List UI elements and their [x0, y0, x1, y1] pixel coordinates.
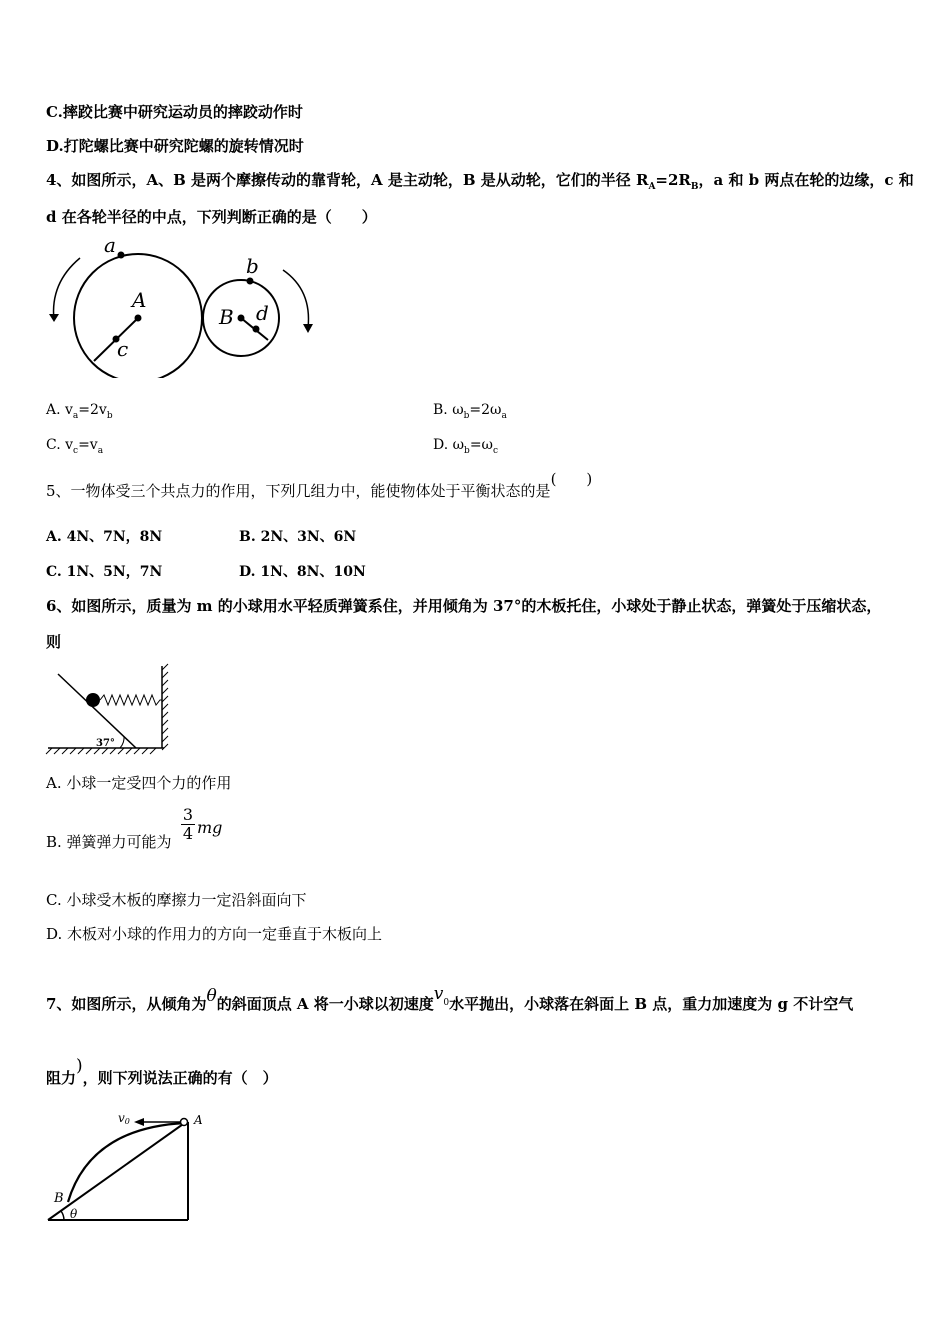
ball: [86, 693, 100, 707]
question-6-option-d: D. 木板对小球的作用力的方向一定垂直于木板向上: [46, 925, 383, 943]
question-5-option-c: C. 1N、5N，7N: [46, 564, 163, 580]
spring-incline-figure: [44, 660, 174, 756]
question-5-stem: 5、一物体受三个共点力的作用，下列几组力中，能使物体处于平衡状态的是( ): [46, 470, 593, 500]
label-v0: v0: [118, 1111, 130, 1126]
question-6-option-c: C. 小球受木板的摩擦力一定沿斜面向下: [46, 891, 307, 909]
rotation-arrow-right: [283, 270, 308, 328]
label-point-A: A: [194, 1113, 203, 1127]
question-5-option-a: A. 4N、7N，8N: [46, 529, 163, 545]
question-4-option-d: D. $\omega_b=\omega_c$: [433, 437, 499, 456]
label-A: A: [132, 288, 147, 312]
question-5-option-d: D. 1N、8N、10N: [239, 564, 366, 580]
incline-slope: [48, 1122, 186, 1220]
fraction-three-quarters: $\frac{3}{4}$: [182, 805, 194, 843]
label-point-B: B: [54, 1191, 64, 1206]
mg-symbol: mg: [197, 818, 223, 837]
question-7-stem-line2: 阻力)，则下列说法正确的有（ ）: [46, 1056, 278, 1087]
projectile-incline-figure: [44, 1106, 214, 1226]
label-a: a: [104, 233, 116, 257]
question-4-stem-line1: 4、如图所示，A、B 是两个摩擦传动的靠背轮，A 是主动轮，B 是从动轮，它们的半径 $R_A=2R_B$，a 和 b 两点在轮的边缘，c 和: [46, 171, 914, 192]
label-b: b: [246, 254, 259, 278]
label-theta: θ: [70, 1207, 78, 1221]
option-d-previous: D.打陀螺比赛中研究陀螺的旋转情况时: [46, 137, 304, 155]
label-c: c: [117, 337, 129, 361]
question-6-stem-line2: 则: [46, 633, 62, 651]
question-4-option-b: B. $\omega_b=2\omega_a$: [433, 402, 507, 421]
option-c-previous: C.摔跤比赛中研究运动员的摔跤动作时: [46, 103, 303, 121]
friction-wheels-figure: [40, 228, 330, 378]
question-6-option-a: A. 小球一定受四个力的作用: [46, 774, 232, 792]
rotation-arrow-left: [54, 258, 80, 320]
angle-label: 37°: [96, 738, 115, 749]
spring: [100, 695, 162, 705]
question-4-option-a: A. $v_a=2v_b$: [46, 402, 113, 421]
question-4-stem-line2: d 在各轮半径的中点，下列判断正确的是（ ）: [46, 208, 377, 226]
question-6-stem-line1: 6、如图所示，质量为 m 的小球用水平轻质弹簧系住，并用倾角为 37°的木板托住，小球处于静止状态，弹簧处于压缩状态，: [46, 597, 882, 615]
question-6-option-b: B. 弹簧弹力可能为: [46, 833, 172, 851]
label-B: B: [219, 305, 234, 329]
question-7-stem-line1: 7、如图所示，从倾角为θ的斜面顶点 A 将一小球以初速度$v_0$水平抛出，小球落在斜面上 B 点，重力加速度为 g 不计空气: [46, 984, 854, 1013]
question-5-option-b: B. 2N、3N、6N: [239, 529, 357, 545]
question-4-option-c: C. $v_c=v_a$: [46, 437, 104, 456]
label-d: d: [256, 301, 269, 325]
